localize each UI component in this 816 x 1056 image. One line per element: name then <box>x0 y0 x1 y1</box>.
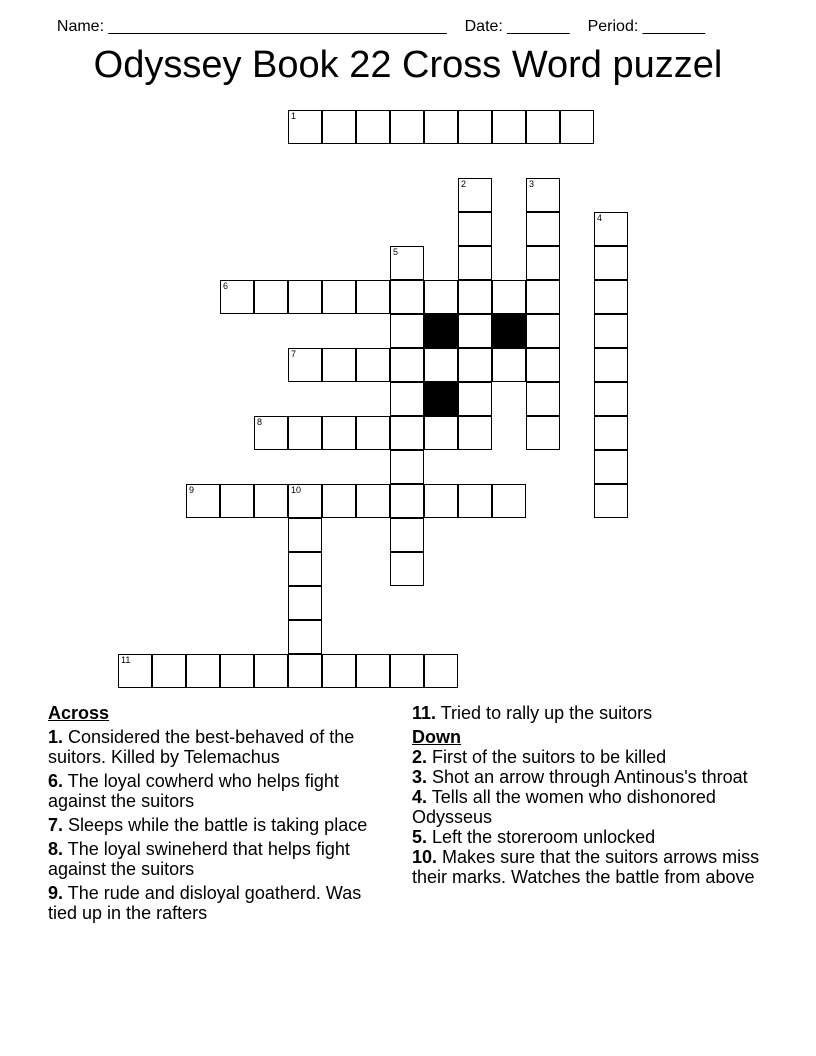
clue-number-5: 5 <box>393 247 399 257</box>
clue-across-7: 7. Sleeps while the battle is taking place <box>48 815 368 835</box>
clue-number-11: 11 <box>121 655 131 665</box>
grid-cell[interactable] <box>458 484 492 518</box>
clue-number-3: 3 <box>529 179 535 189</box>
puzzle-title: Odyssey Book 22 Cross Word puzzel <box>93 44 723 86</box>
grid-cell[interactable] <box>356 110 390 144</box>
grid-cell[interactable] <box>390 416 424 450</box>
black-square <box>424 382 458 416</box>
grid-cell[interactable] <box>152 654 186 688</box>
grid-cell[interactable] <box>424 416 458 450</box>
grid-cell[interactable] <box>288 518 322 552</box>
across-heading: Across <box>48 703 110 723</box>
grid-cell[interactable] <box>458 314 492 348</box>
grid-cell[interactable] <box>424 280 458 314</box>
grid-cell[interactable] <box>254 484 288 518</box>
clue-across-8: 8. The loyal swineherd that helps fight against the suitors <box>48 839 350 879</box>
clue-number-10: 10 <box>291 485 302 495</box>
clue-number-2: 2 <box>461 179 467 189</box>
grid-cell[interactable] <box>560 110 594 144</box>
grid-cell[interactable] <box>526 212 560 246</box>
grid-cell[interactable] <box>254 416 288 450</box>
grid-cell[interactable] <box>594 348 628 382</box>
clue-across-11: 11. Tried to rally up the suitors <box>412 703 653 723</box>
grid-cell[interactable] <box>526 382 560 416</box>
grid-cell[interactable] <box>322 416 356 450</box>
clue-down-2: 2. First of the suitors to be killed <box>412 747 667 767</box>
grid-cell[interactable] <box>288 620 322 654</box>
grid-cell[interactable] <box>254 280 288 314</box>
grid-cell[interactable] <box>288 552 322 586</box>
grid-cell[interactable] <box>322 280 356 314</box>
grid-cell[interactable] <box>526 246 560 280</box>
grid-cell[interactable] <box>492 348 526 382</box>
grid-cell[interactable] <box>594 314 628 348</box>
grid-cell[interactable] <box>390 246 424 280</box>
black-square <box>492 314 526 348</box>
grid-cell[interactable] <box>390 450 424 484</box>
grid-cell[interactable] <box>118 654 152 688</box>
grid-cell[interactable] <box>390 484 424 518</box>
grid-cell[interactable] <box>526 110 560 144</box>
grid-cell[interactable] <box>594 280 628 314</box>
clue-number-6: 6 <box>223 281 229 291</box>
grid-cell[interactable] <box>220 280 254 314</box>
grid-cell[interactable] <box>356 654 390 688</box>
clue-number-8: 8 <box>257 417 263 427</box>
grid-cell[interactable] <box>594 416 628 450</box>
clue-down-3: 3. Shot an arrow through Antinous's throat <box>412 767 748 787</box>
clue-number-1: 1 <box>291 111 297 121</box>
grid-cell[interactable] <box>594 382 628 416</box>
grid-cell[interactable] <box>390 518 424 552</box>
grid-cell[interactable] <box>424 348 458 382</box>
grid-cell[interactable] <box>390 348 424 382</box>
grid-cell[interactable] <box>458 348 492 382</box>
grid-cell[interactable] <box>526 280 560 314</box>
grid-cell[interactable] <box>186 484 220 518</box>
grid-cell[interactable] <box>526 416 560 450</box>
grid-cell[interactable] <box>458 212 492 246</box>
grid-cell[interactable] <box>594 450 628 484</box>
grid-cell[interactable] <box>356 348 390 382</box>
grid-cell[interactable] <box>594 484 628 518</box>
grid-cell[interactable] <box>390 654 424 688</box>
grid-cell[interactable] <box>424 654 458 688</box>
clue-across-6: 6. The loyal cowherd who helps fight against the suitors <box>48 771 339 811</box>
black-square <box>424 314 458 348</box>
clues-left-column <box>48 703 388 927</box>
grid-cell[interactable] <box>186 654 220 688</box>
grid-cell[interactable] <box>458 416 492 450</box>
grid-cell[interactable] <box>322 484 356 518</box>
grid-cell[interactable] <box>492 484 526 518</box>
grid-cell[interactable] <box>288 416 322 450</box>
name-field[interactable]: Name: ______________________________________ <box>56 18 447 35</box>
grid-cell[interactable] <box>526 348 560 382</box>
grid-cell[interactable] <box>288 280 322 314</box>
grid-cell[interactable] <box>390 280 424 314</box>
period-field[interactable]: Period: _______ <box>587 18 706 35</box>
grid-cell[interactable] <box>390 110 424 144</box>
grid-cell[interactable] <box>526 314 560 348</box>
grid-cell[interactable] <box>322 654 356 688</box>
down-heading: Down <box>412 727 461 747</box>
grid-cell[interactable] <box>390 552 424 586</box>
clue-down-5: 5. Left the storeroom unlocked <box>412 827 656 847</box>
grid-cell[interactable] <box>594 212 628 246</box>
grid-cell[interactable] <box>322 348 356 382</box>
grid-cell[interactable] <box>322 110 356 144</box>
grid-cell[interactable] <box>458 178 492 212</box>
grid-cell[interactable] <box>492 280 526 314</box>
grid-cell[interactable] <box>458 280 492 314</box>
grid-cell[interactable] <box>288 484 322 518</box>
grid-cell[interactable] <box>288 110 322 144</box>
grid-cell[interactable] <box>594 246 628 280</box>
clue-down-10: 10. Makes sure that the suitors arrows miss their marks. Watches the battle from above <box>412 847 760 887</box>
grid-cell[interactable] <box>492 110 526 144</box>
grid-cell[interactable] <box>288 654 322 688</box>
grid-cell[interactable] <box>356 280 390 314</box>
grid-cell[interactable] <box>288 586 322 620</box>
clue-across-1: 1. Considered the best-behaved of the suitors. Killed by Telemachus <box>48 727 355 767</box>
grid-cell[interactable] <box>458 246 492 280</box>
grid-cell[interactable] <box>458 382 492 416</box>
grid-cell[interactable] <box>424 484 458 518</box>
clues-right-column <box>412 703 772 891</box>
clue-across-9: 9. The rude and disloyal goatherd. Was tied up in the rafters <box>48 883 362 923</box>
grid-cell[interactable] <box>526 178 560 212</box>
clue-number-7: 7 <box>291 349 297 359</box>
clue-number-4: 4 <box>597 213 603 223</box>
grid-cell[interactable] <box>356 484 390 518</box>
grid-cell[interactable] <box>220 484 254 518</box>
grid-cell[interactable] <box>356 416 390 450</box>
grid-cell[interactable] <box>424 110 458 144</box>
date-field[interactable]: Date: _______ <box>464 18 570 35</box>
grid-cell[interactable] <box>220 654 254 688</box>
clue-number-9: 9 <box>189 485 195 495</box>
grid-cell[interactable] <box>254 654 288 688</box>
grid-cell[interactable] <box>288 348 322 382</box>
grid-cell[interactable] <box>390 382 424 416</box>
grid-cell[interactable] <box>390 314 424 348</box>
clue-down-4: 4. Tells all the women who dishonored Odysseus <box>412 787 716 827</box>
grid-cell[interactable] <box>458 110 492 144</box>
